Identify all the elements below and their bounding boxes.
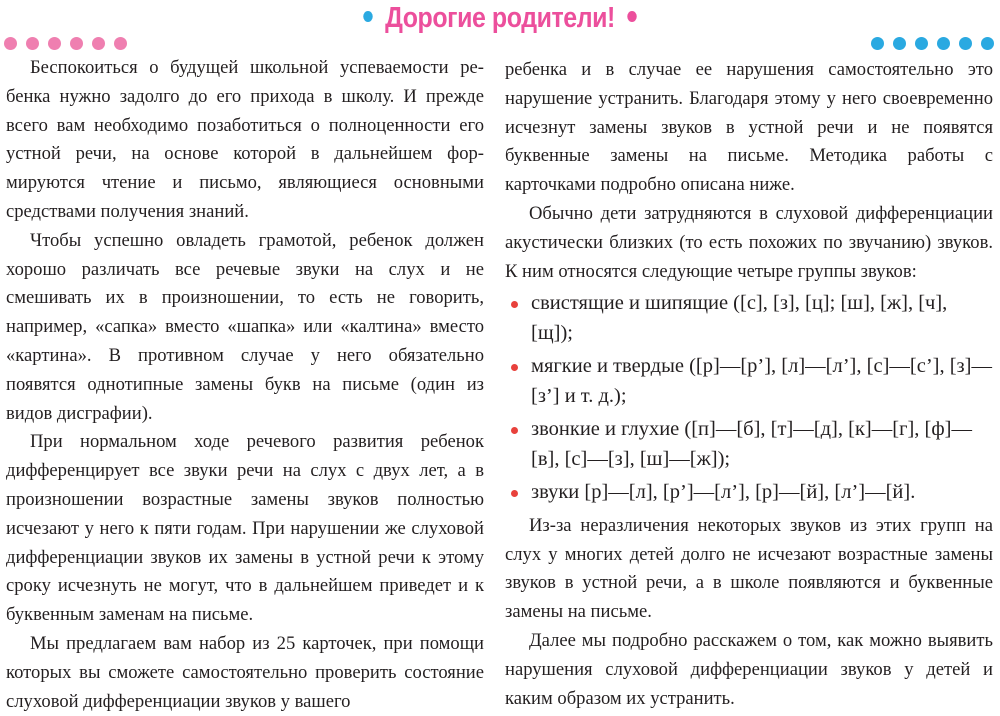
pink-dot — [26, 37, 39, 50]
blue-dot — [959, 37, 972, 50]
pink-dot — [92, 37, 105, 50]
paragraph-continuation: ребенка и в случае ее нарушения самостоятельно это нарушение устранить. Благодаря этому у него своевременно исчезнут замены звуков в устной речи и не появятся буквенные замены на письме. Методика работы с карточками подробно описана ниже. — [505, 59, 993, 196]
list-item — [505, 415, 993, 474]
right-column — [505, 56, 993, 713]
blue-dot — [981, 37, 994, 50]
list-item-text: звонкие и глухие ([п]—[б], [т]—[д], [к]—[г], [ф]—[в], [с]—[з], [ш]—[ж]); — [531, 418, 972, 470]
bullet-icon — [511, 301, 518, 308]
pink-dot — [4, 37, 17, 50]
pink-dot — [70, 37, 83, 50]
decorative-dots-left — [4, 37, 127, 50]
blue-dot — [871, 37, 884, 50]
paragraph: Чтобы успешно овладеть грамотой, ребенок должен хорошо различать все речевые звуки на слух и не смешивать их в произношении, то есть не говорить, например, «сапка» вместо «шапка» или «калтина» вместо «картина». В противном случае у него обязательно появятся однотипные замены букв на письме (один из видов дисграфии). — [6, 229, 484, 424]
left-column — [6, 54, 484, 716]
paragraph: Из-за неразличения некоторых звуков из этих групп на слух у многих детей долго не исчезают возрастные замены звуков в устной речи, а в школе появляются и буквенные замены на письме. — [505, 514, 993, 623]
list-item — [505, 352, 993, 411]
list-item-text: звуки [р]—[л], [р’]—[л’], [р]—[й], [л’]—[й]. — [531, 481, 916, 504]
pink-dot — [114, 37, 127, 50]
paragraph: Обычно дети затрудняются в слуховой дифференциации акустически близких (то есть похожих по звучанию) звуков. К ним относятся следующие четыре группы звуков: — [505, 202, 993, 282]
page-title: Дорогие родители! — [385, 2, 615, 34]
paragraph: Беспокоиться о будущей школьной успеваемости ребенка нужно задолго до его прихода в школу. И прежде всего вам необходимо позаботиться о полноценности его устной речи, на основе которой в дальнейшем формируются чтение и письмо, являющиеся основными средствами получения знаний. — [6, 57, 484, 222]
list-item-text: свистящие и шипящие ([с], [з], [ц]; [ш], [ж], [ч], [щ]); — [531, 292, 948, 344]
bullet-icon — [511, 490, 518, 497]
decorative-dots-right — [871, 37, 994, 50]
list-item — [505, 289, 993, 348]
blue-title-dot — [364, 11, 373, 22]
page-title-wrap — [70, 2, 930, 35]
list-item — [505, 478, 993, 508]
paragraph: Мы предлагаем вам набор из 25 карточек, при помощи которых вы сможете самостоятельно проверить состояние слуховой дифференциации звуков у вашего — [6, 632, 484, 712]
bullet-icon — [511, 364, 518, 371]
blue-dot — [893, 37, 906, 50]
bullet-icon — [511, 427, 518, 434]
paragraph: Далее мы подробно расскажем о том, как можно выявить нарушения слуховой дифференциации звуков у детей и каким образом их устранить. — [505, 630, 993, 709]
blue-dot — [937, 37, 950, 50]
sound-groups-list — [505, 289, 993, 508]
list-item-text: мягкие и твердые ([р]—[р’], [л]—[л’], [с]—[с’], [з]—[з’] и т. д.); — [531, 355, 992, 407]
pink-dot — [48, 37, 61, 50]
pink-title-dot — [627, 11, 636, 22]
blue-dot — [915, 37, 928, 50]
page-header — [0, 0, 1000, 48]
paragraph: При нормальном ходе речевого развития ребенок дифференцирует все звуки речи на слух с двух лет, а в произношении возрастные замены звуков полностью исчезают у него к пяти годам. При нарушении же слуховой дифференциации звуков их замены в устной речи к этому сроку исчезнуть не могут, что в дальнейшем приведет и к буквенным заменам на письме. — [6, 431, 484, 626]
